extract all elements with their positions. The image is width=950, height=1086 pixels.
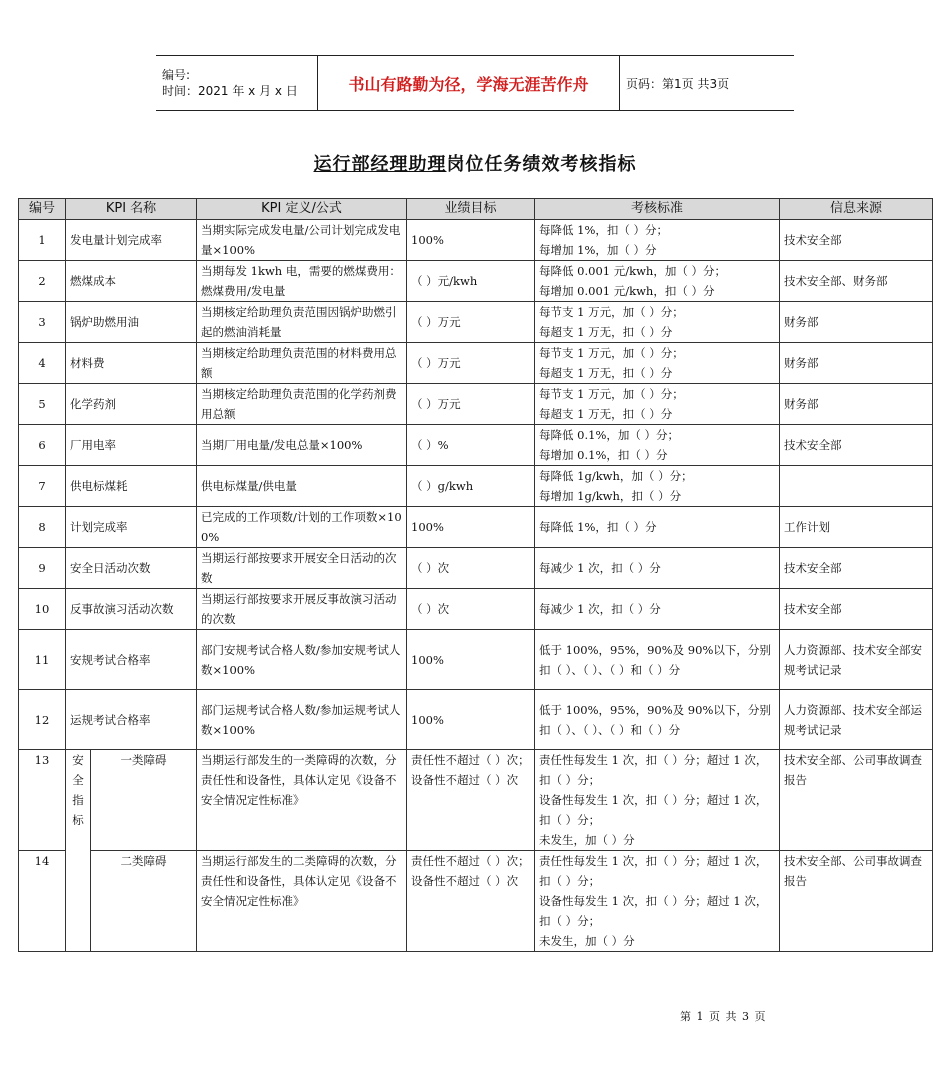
kpi-definition: 当期每发 1kwh 电，需要的燃煤费用：燃煤费用/发电量	[197, 261, 407, 302]
kpi-number: 10	[19, 589, 66, 630]
kpi-target: （ ）g/kwh	[407, 466, 535, 507]
table-row	[19, 851, 933, 952]
kpi-standard: 责任性每发生 1 次，扣（ ）分；超过 1 次，扣（ ）分； 设备性每发生 1 次，扣（ ）分；超过 1 次，扣（ ）分； 未发生，加（ ）分	[535, 851, 780, 952]
kpi-table	[18, 198, 933, 952]
kpi-number: 5	[19, 384, 66, 425]
column-header-kpi-name: KPI 名称	[66, 199, 197, 220]
kpi-source: 财务部	[780, 343, 933, 384]
kpi-standard: 每节支 1 万元，加（ ）分； 每超支 1 万无，扣（ ）分	[535, 302, 780, 343]
table-row	[19, 466, 933, 507]
kpi-standard: 每节支 1 万元，加（ ）分； 每超支 1 万无，扣（ ）分	[535, 384, 780, 425]
kpi-target: （ ）次	[407, 589, 535, 630]
kpi-number: 4	[19, 343, 66, 384]
table-row	[19, 507, 933, 548]
table-row	[19, 630, 933, 690]
kpi-definition: 部门安规考试合格人数/参加安规考试人数×100%	[197, 630, 407, 690]
kpi-target: （ ）元/kwh	[407, 261, 535, 302]
page-footer: 第 1 页 共 3 页	[680, 1010, 767, 1023]
kpi-standard: 每降低 0.1%，加（ ）分； 每增加 0.1%，扣（ ）分	[535, 425, 780, 466]
column-header-source: 信息来源	[780, 199, 933, 220]
kpi-name: 一类障碍	[91, 750, 197, 851]
kpi-number: 6	[19, 425, 66, 466]
column-header-standard: 考核标准	[535, 199, 780, 220]
kpi-number: 7	[19, 466, 66, 507]
kpi-target: （ ）%	[407, 425, 535, 466]
kpi-standard: 每降低 1%，扣（ ）分； 每增加 1%，加（ ）分	[535, 220, 780, 261]
table-row	[19, 261, 933, 302]
kpi-number: 8	[19, 507, 66, 548]
kpi-definition: 当期实际完成发电量/公司计划完成发电量×100%	[197, 220, 407, 261]
kpi-standard: 每减少 1 次，扣（ ）分	[535, 589, 780, 630]
kpi-source: 人力资源部、技术安全部运规考试记录	[780, 690, 933, 750]
kpi-target: （ ）万元	[407, 302, 535, 343]
kpi-name: 化学药剂	[66, 384, 197, 425]
kpi-name: 运规考试合格率	[66, 690, 197, 750]
kpi-standard: 每降低 1%，扣（ ）分	[535, 507, 780, 548]
column-header-kpi-definition: KPI 定义/公式	[197, 199, 407, 220]
kpi-name: 锅炉助燃用油	[66, 302, 197, 343]
column-header-number: 编号	[19, 199, 66, 220]
table-row	[19, 343, 933, 384]
kpi-name: 厂用电率	[66, 425, 197, 466]
table-row	[19, 690, 933, 750]
table-row	[19, 750, 933, 851]
kpi-definition: 当期运行部按要求开展反事故演习活动的次数	[197, 589, 407, 630]
kpi-target: （ ）万元	[407, 384, 535, 425]
header-page-info: 页码：第1页 共3页	[626, 76, 730, 91]
kpi-standard: 低于 100%，95%，90%及 90%以下，分别扣（ ）、（ ）、（ ）和（ ）分	[535, 690, 780, 750]
table-row	[19, 425, 933, 466]
kpi-source: 技术安全部	[780, 220, 933, 261]
table-row	[19, 220, 933, 261]
title-position: 运行部经理助理	[313, 154, 447, 175]
kpi-definition: 供电标煤量/供电量	[197, 466, 407, 507]
kpi-number: 1	[19, 220, 66, 261]
table-row	[19, 589, 933, 630]
kpi-target: 责任性不超过（ ）次； 设备性不超过（ ）次	[407, 851, 535, 952]
kpi-name: 安规考试合格率	[66, 630, 197, 690]
kpi-target: 100%	[407, 220, 535, 261]
document-date: 时间：2021 年 x 月 x 日	[162, 84, 298, 98]
header-meta	[156, 56, 318, 110]
page-header	[156, 55, 794, 111]
kpi-standard: 低于 100%，95%，90%及 90%以下，分别扣（ ）、（ ）、（ ）和（ ）分	[535, 630, 780, 690]
kpi-definition: 部门运规考试合格人数/参加运规考试人数×100%	[197, 690, 407, 750]
table-row	[19, 548, 933, 589]
kpi-target: 责任性不超过（ ）次； 设备性不超过（ ）次	[407, 750, 535, 851]
kpi-name: 材料费	[66, 343, 197, 384]
kpi-source: 技术安全部	[780, 589, 933, 630]
header-motto: 书山有路勤为径，学海无涯苦作舟	[318, 56, 620, 110]
kpi-source: 技术安全部、公司事故调查报告	[780, 750, 933, 851]
kpi-number: 12	[19, 690, 66, 750]
kpi-number: 11	[19, 630, 66, 690]
kpi-definition: 当期厂用电量/发电总量×100%	[197, 425, 407, 466]
kpi-target: （ ）次	[407, 548, 535, 589]
kpi-standard: 每降低 1g/kwh，加（ ）分； 每增加 1g/kwh，扣（ ）分	[535, 466, 780, 507]
kpi-standard: 责任性每发生 1 次，扣（ ）分；超过 1 次，扣（ ）分； 设备性每发生 1 次，扣（ ）分；超过 1 次，扣（ ）分； 未发生，加（ ）分	[535, 750, 780, 851]
kpi-source: 工作计划	[780, 507, 933, 548]
kpi-number: 13	[19, 750, 66, 851]
kpi-definition: 当期运行部发生的一类障碍的次数，分责任性和设备性，具体认定见《设备不安全情况定性标准》	[197, 750, 407, 851]
table-row	[19, 302, 933, 343]
kpi-definition: 已完成的工作项数/计划的工作项数×100%	[197, 507, 407, 548]
kpi-target: （ ）万元	[407, 343, 535, 384]
table-row	[19, 384, 933, 425]
kpi-category	[66, 750, 91, 952]
kpi-name: 燃煤成本	[66, 261, 197, 302]
kpi-source: 技术安全部、公司事故调查报告	[780, 851, 933, 952]
kpi-target: 100%	[407, 690, 535, 750]
kpi-number: 9	[19, 548, 66, 589]
kpi-source	[780, 466, 933, 507]
kpi-definition: 当期核定给助理负责范围的化学药剂费用总额	[197, 384, 407, 425]
kpi-target: 100%	[407, 630, 535, 690]
kpi-number: 14	[19, 851, 66, 952]
kpi-source: 人力资源部、技术安全部安规考试记录	[780, 630, 933, 690]
kpi-source: 财务部	[780, 384, 933, 425]
table-header-row	[19, 199, 933, 220]
title-rest: 岗位任务绩效考核指标	[446, 154, 637, 175]
kpi-number: 2	[19, 261, 66, 302]
kpi-category-label: 安全指标	[72, 753, 84, 827]
kpi-source: 技术安全部	[780, 425, 933, 466]
kpi-number: 3	[19, 302, 66, 343]
kpi-name: 发电量计划完成率	[66, 220, 197, 261]
kpi-definition: 当期运行部按要求开展安全日活动的次数	[197, 548, 407, 589]
kpi-source: 技术安全部、财务部	[780, 261, 933, 302]
kpi-definition: 当期运行部发生的二类障碍的次数，分责任性和设备性，具体认定见《设备不安全情况定性标准》	[197, 851, 407, 952]
kpi-definition: 当期核定给助理负责范围因锅炉助燃引起的燃油消耗量	[197, 302, 407, 343]
kpi-source: 财务部	[780, 302, 933, 343]
page-title	[0, 150, 950, 176]
kpi-standard: 每节支 1 万元，加（ ）分； 每超支 1 万无，扣（ ）分	[535, 343, 780, 384]
kpi-name: 安全日活动次数	[66, 548, 197, 589]
kpi-target: 100%	[407, 507, 535, 548]
kpi-source: 技术安全部	[780, 548, 933, 589]
kpi-name: 反事故演习活动次数	[66, 589, 197, 630]
document-number-label: 编号:	[162, 68, 191, 82]
kpi-definition: 当期核定给助理负责范围的材料费用总额	[197, 343, 407, 384]
column-header-target: 业绩目标	[407, 199, 535, 220]
kpi-standard: 每减少 1 次，扣（ ）分	[535, 548, 780, 589]
kpi-name: 二类障碍	[91, 851, 197, 952]
kpi-name: 计划完成率	[66, 507, 197, 548]
kpi-name: 供电标煤耗	[66, 466, 197, 507]
kpi-standard: 每降低 0.001 元/kwh，加（ ）分； 每增加 0.001 元/kwh，扣（ ）分	[535, 261, 780, 302]
